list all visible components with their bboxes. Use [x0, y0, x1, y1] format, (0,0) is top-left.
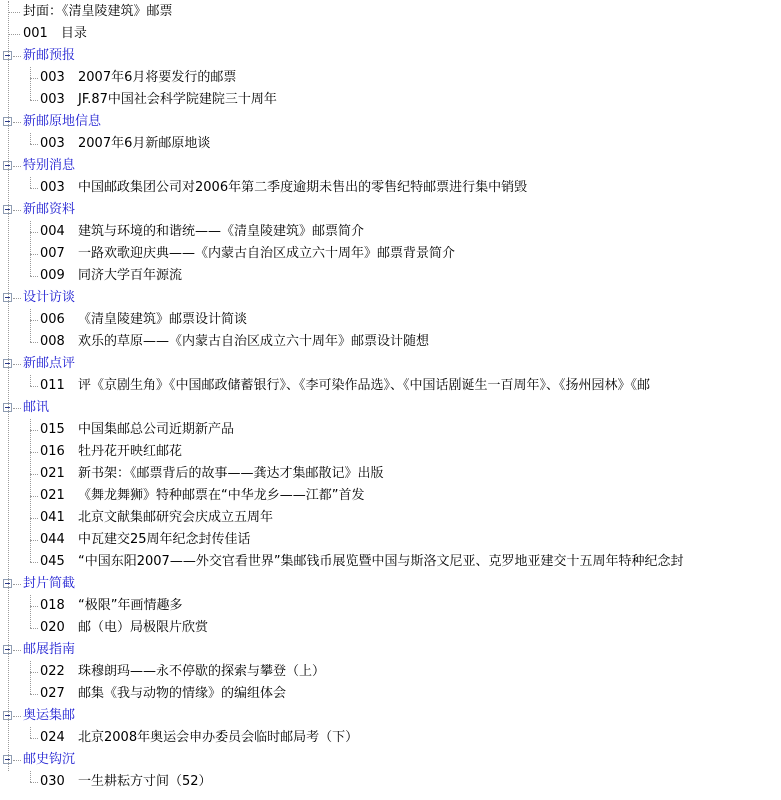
category-row: [0, 573, 781, 595]
article-title: 评《京剧生角》《中国邮政储蓄银行》、《李可染作品选》、《中国话剧诞生一百周年》、《扬州园林》《邮: [78, 378, 651, 393]
article-row: [0, 485, 781, 507]
article-title: 欢乐的草原——《内蒙古自治区成立六十周年》邮票设计随想: [78, 334, 430, 349]
page-number: 016: [40, 444, 65, 459]
article-entry[interactable]: [40, 485, 364, 507]
article-entry[interactable]: [40, 463, 384, 485]
category-row: [0, 199, 781, 221]
article-row: [0, 441, 781, 463]
page-number: 007: [40, 246, 65, 261]
article-title: JF.87中国社会科学院建院三十周年: [78, 92, 277, 107]
tree-connector: [13, 716, 21, 717]
category-row: [0, 639, 781, 661]
tree-connector: [30, 474, 38, 475]
page-number: 009: [40, 268, 65, 283]
article-row: [0, 463, 781, 485]
category-row: [0, 111, 781, 133]
category-label[interactable]: 新邮资料: [23, 202, 76, 217]
category-label[interactable]: 设计访谈: [23, 290, 76, 305]
page-number: 044: [40, 532, 65, 547]
article-row: [0, 331, 781, 353]
page-number: 011: [40, 378, 65, 393]
category-row: [0, 287, 781, 309]
article-entry[interactable]: [40, 67, 236, 89]
article-entry[interactable]: [40, 331, 429, 353]
article-row: [0, 67, 781, 89]
article-row: [0, 177, 781, 199]
article-title: 邮集《我与动物的情缘》的编组体会: [78, 686, 287, 701]
article-row: [0, 375, 781, 397]
tree-connector: [30, 782, 38, 783]
article-row: [0, 221, 781, 243]
page-number: 008: [40, 334, 65, 349]
tree-connector: [8, 34, 20, 35]
article-title: 北京文献集邮研究会庆成立五周年: [78, 510, 274, 525]
tree-connector: [30, 419, 31, 562]
page-number: 021: [40, 466, 65, 481]
page-number: 015: [40, 422, 65, 437]
article-entry[interactable]: [40, 661, 325, 683]
category-row: [0, 45, 781, 67]
page-number: 003: [40, 70, 65, 85]
article-row: [0, 243, 781, 265]
article-row: [0, 683, 781, 705]
article-row: [0, 419, 781, 441]
tree-connector: [30, 188, 38, 189]
page-number: 041: [40, 510, 65, 525]
article-title: 中国集邮总公司近期新产品: [78, 422, 235, 437]
tree-connector: [13, 210, 21, 211]
tree-connector: [30, 672, 38, 673]
article-row: [0, 551, 781, 573]
tree-connector: [30, 232, 38, 233]
category-label[interactable]: 新邮原地信息: [23, 114, 102, 129]
article-entry[interactable]: [40, 177, 527, 199]
page-number: 004: [40, 224, 65, 239]
page-number: 003: [40, 136, 65, 151]
tree-connector: [30, 430, 38, 431]
category-row: [0, 749, 781, 771]
article-entry[interactable]: [40, 309, 247, 331]
tree-connector: [13, 56, 21, 57]
tree-connector: [13, 122, 21, 123]
article-entry[interactable]: [40, 221, 364, 243]
article-title: 同济大学百年源流: [78, 268, 183, 283]
tree-connector: [30, 595, 31, 628]
article-title: 珠穆朗玛——永不停歇的探索与攀登（上）: [78, 664, 326, 679]
toc-tree: [0, 1, 781, 800]
tree-connector: [30, 320, 38, 321]
tree-connector: [30, 254, 38, 255]
tree-connector: [30, 375, 31, 386]
category-row: [0, 397, 781, 419]
tree-connector: [8, 12, 20, 13]
tree-connector: [30, 518, 38, 519]
tree-connector: [30, 606, 38, 607]
tree-connector: [30, 177, 31, 188]
tree-connector: [30, 628, 38, 629]
tree-connector: [30, 386, 38, 387]
page-number: 020: [40, 620, 65, 635]
article-entry[interactable]: [40, 683, 286, 705]
tree-connector: [13, 760, 21, 761]
tree-connector: [30, 276, 38, 277]
tree-connector: [30, 540, 38, 541]
article-row: [0, 309, 781, 331]
article-title: 建筑与环境的和谐统——《清皇陵建筑》邮票简介: [78, 224, 365, 239]
article-title: 《清皇陵建筑》邮票设计简谈: [78, 312, 248, 327]
article-title: 2007年6月将要发行的邮票: [78, 70, 237, 85]
article-entry[interactable]: [40, 375, 650, 397]
article-entry[interactable]: [40, 529, 251, 551]
toc-root-row: [0, 23, 781, 45]
article-entry[interactable]: [40, 265, 182, 287]
article-entry[interactable]: [40, 507, 273, 529]
page-number: 003: [40, 92, 65, 107]
tree-connector: [30, 738, 38, 739]
tree-connector: [13, 584, 21, 585]
tree-connector: [30, 221, 31, 276]
article-entry[interactable]: [40, 595, 182, 617]
article-title: 新书架：《邮票背后的故事——龚达才集邮散记》出版: [78, 466, 384, 481]
article-title: “极限”年画情趣多: [78, 598, 183, 613]
page-number: 045: [40, 554, 65, 569]
article-entry[interactable]: [40, 133, 210, 155]
article-title: 中瓦建交25周年纪念封传佳话: [78, 532, 251, 547]
tree-connector: [13, 298, 21, 299]
tree-connector: [30, 661, 31, 694]
category-label[interactable]: 新邮预报: [23, 48, 76, 63]
article-row: [0, 507, 781, 529]
page-number: 018: [40, 598, 65, 613]
article-title: 一路欢歌迎庆典——《内蒙古自治区成立六十周年》邮票背景简介: [78, 246, 456, 261]
tree-connector: [30, 133, 31, 144]
tree-connector: [30, 67, 31, 100]
tree-connector: [30, 694, 38, 695]
article-row: [0, 617, 781, 639]
tree-connector: [30, 309, 31, 342]
article-entry[interactable]: [40, 89, 277, 111]
category-label[interactable]: 奥运集邮: [23, 708, 76, 723]
category-label[interactable]: 新邮点评: [23, 356, 76, 371]
page-number: 027: [40, 686, 65, 701]
article-row: [0, 265, 781, 287]
category-row: [0, 155, 781, 177]
tree-connector: [13, 166, 21, 167]
category-row: [0, 705, 781, 727]
article-title: 邮（电）局极限片欣赏: [78, 620, 209, 635]
article-title: 中国邮政集团公司对2006年第二季度逾期未售出的零售纪特邮票进行集中销毁: [78, 180, 528, 195]
tree-connector: [30, 771, 31, 782]
article-row: [0, 595, 781, 617]
article-entry[interactable]: [40, 727, 358, 749]
article-entry[interactable]: [40, 441, 182, 463]
article-title: “中国东阳2007——外交官看世界”集邮钱币展览暨中国与斯洛文尼亚、克罗地亚建交十五周年特种纪念封: [78, 554, 684, 569]
article-row: [0, 771, 781, 793]
tree-connector: [30, 100, 38, 101]
page-number: 003: [40, 180, 65, 195]
article-title: 牡丹花开映红邮花: [78, 444, 183, 459]
tree-connector: [13, 650, 21, 651]
page-number: 021: [40, 488, 65, 503]
page-number: 030: [40, 774, 65, 789]
category-row: [0, 353, 781, 375]
article-row: [0, 727, 781, 749]
article-title: 2007年6月新邮原地谈: [78, 136, 211, 151]
article-entry[interactable]: [40, 551, 684, 573]
article-row: [0, 89, 781, 111]
category-label[interactable]: 邮展指南: [23, 642, 76, 657]
tree-connector: [13, 364, 21, 365]
article-row: [0, 529, 781, 551]
article-title: 北京2008年奥运会申办委员会临时邮局考（下）: [78, 730, 359, 745]
tree-connector: [13, 408, 21, 409]
tree-connector: [30, 78, 38, 79]
category-label[interactable]: 封片简截: [23, 576, 76, 591]
contents-entry[interactable]: 001 目录: [23, 26, 87, 41]
article-entry[interactable]: [40, 617, 208, 639]
article-row: [0, 133, 781, 155]
tree-connector: [8, 1, 9, 771]
article-entry[interactable]: [40, 419, 234, 441]
category-label[interactable]: 邮史钩沉: [23, 752, 76, 767]
tree-connector: [30, 452, 38, 453]
tree-connector: [30, 144, 38, 145]
page-number: 006: [40, 312, 65, 327]
category-label[interactable]: 特别消息: [23, 158, 76, 173]
cover-entry[interactable]: 封面：《清皇陵建筑》邮票: [23, 4, 173, 19]
category-label[interactable]: 邮讯: [23, 400, 50, 415]
page-number: 022: [40, 664, 65, 679]
tree-connector: [30, 727, 31, 738]
article-entry[interactable]: [40, 771, 212, 793]
article-row: [0, 661, 781, 683]
tree-connector: [30, 342, 38, 343]
page-number: 024: [40, 730, 65, 745]
article-title: 《舞龙舞狮》特种邮票在“中华龙乡——江都”首发: [78, 488, 365, 503]
toc-root-row: [0, 1, 781, 23]
article-title: 一生耕耘方寸间（52）: [78, 774, 212, 789]
article-entry[interactable]: [40, 243, 455, 265]
tree-connector: [30, 562, 38, 563]
tree-connector: [30, 496, 38, 497]
